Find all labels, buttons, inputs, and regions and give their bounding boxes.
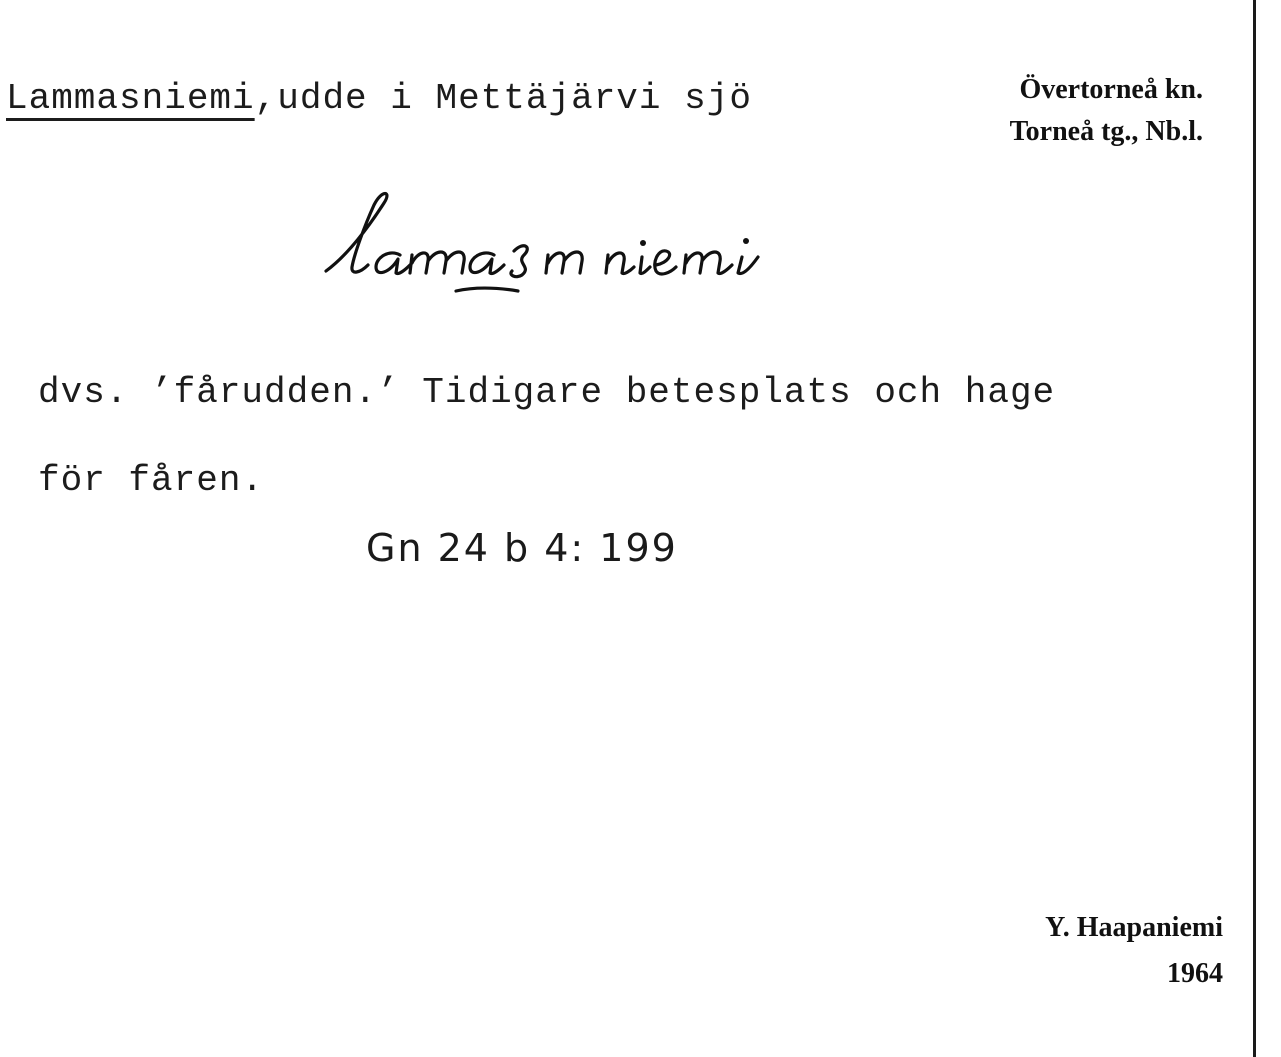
headword-description: ,udde i Mettäjärvi sjö bbox=[254, 78, 752, 119]
source-reference: Gn 24 b 4: 199 bbox=[366, 526, 678, 570]
collection-year: 1964 bbox=[1167, 958, 1223, 989]
card-edge-line bbox=[1253, 0, 1256, 1057]
collector-name: Y. Haapaniemi bbox=[1045, 912, 1223, 943]
headword: Lammasniemi bbox=[6, 78, 255, 119]
municipality-label: Övertorneå kn. bbox=[1019, 74, 1203, 105]
headword-line bbox=[6, 78, 752, 119]
explanation-line-1: dvs. ’fårudden.’ Tidigare betesplats och hage bbox=[38, 372, 1056, 413]
handwritten-pronunciation bbox=[318, 185, 968, 315]
explanation-line-2: för fåren. bbox=[38, 460, 265, 501]
district-label: Torneå tg., Nb.l. bbox=[1009, 116, 1203, 147]
